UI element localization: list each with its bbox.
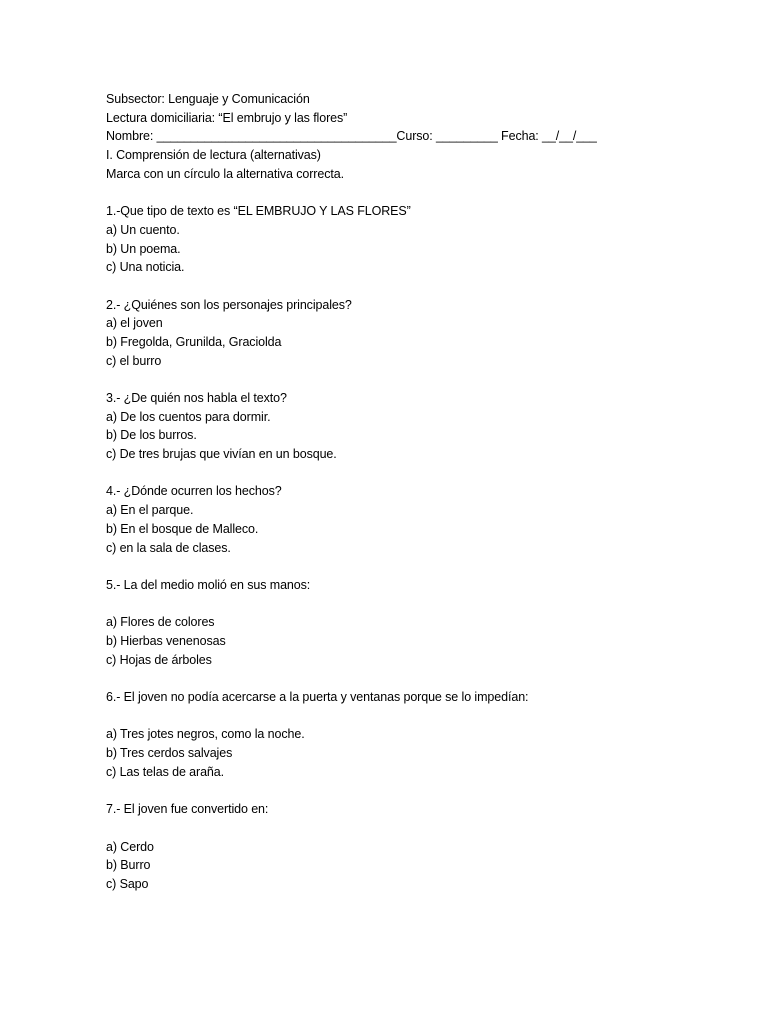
question-block (106, 800, 726, 893)
option-c: c) Hojas de árboles (106, 652, 212, 667)
option-c: c) Las telas de araña. (106, 764, 225, 779)
question-block (106, 389, 726, 464)
option-a: a) Tres jotes negros, como la noche. (106, 727, 305, 742)
question-text: 6.- El joven no podía acercarse a la puerta y ventanas porque se lo impedían: (106, 690, 529, 704)
option-c: c) Una noticia. (106, 260, 185, 275)
option-c: c) Sapo (106, 876, 149, 891)
option-b: b) Fregolda, Grunilda, Graciolda (106, 334, 282, 349)
option-a: a) En el parque. (106, 503, 194, 518)
option-b: b) En el bosque de Malleco. (106, 521, 259, 536)
option-b: b) De los burros. (106, 428, 197, 443)
question-text: 4.- ¿Dónde ocurren los hechos? (106, 484, 282, 499)
question-text: 2.- ¿Quiénes son los personajes principales? (106, 297, 352, 312)
question-block (106, 202, 726, 277)
option-b: b) Un poema. (106, 241, 181, 256)
option-a: a) Cerdo (106, 839, 154, 854)
option-b: b) Burro (106, 858, 151, 873)
question-text: 3.- ¿De quién nos habla el texto? (106, 391, 287, 405)
instruction: Marca con un círculo la alternativa correcta. (106, 166, 344, 181)
lectura-line: Lectura domiciliaria: “El embrujo y las flores” (106, 110, 348, 125)
option-c: c) De tres brujas que vivían en un bosque. (106, 447, 337, 462)
option-a: a) Un cuento. (106, 222, 180, 237)
question-block (106, 296, 726, 371)
option-a: a) Flores de colores (106, 615, 215, 630)
question-block (106, 576, 726, 669)
option-c: c) el burro (106, 353, 162, 368)
question-text: 5.- La del medio molió en sus manos: (106, 577, 311, 592)
question-text: 7.- El joven fue convertido en: (106, 802, 269, 817)
subsector-line: Subsector: Lenguaje y Comunicación (106, 92, 310, 106)
option-a: a) De los cuentos para dormir. (106, 409, 271, 424)
option-c: c) en la sala de clases. (106, 540, 231, 555)
option-a: a) el joven (106, 316, 163, 331)
option-b: b) Tres cerdos salvajes (106, 746, 233, 761)
question-text: 1.-Que tipo de texto es “EL EMBRUJO Y LAS FLORES” (106, 204, 411, 219)
option-b: b) Hierbas venenosas (106, 633, 226, 648)
question-block (106, 482, 726, 557)
question-block (106, 688, 726, 781)
section-title: I. Comprensión de lectura (alternativas) (106, 148, 321, 163)
worksheet (106, 90, 726, 894)
name-course-date-line: Nombre: ___________________________________Curso: _________ Fecha: __/__/___ (106, 129, 597, 144)
